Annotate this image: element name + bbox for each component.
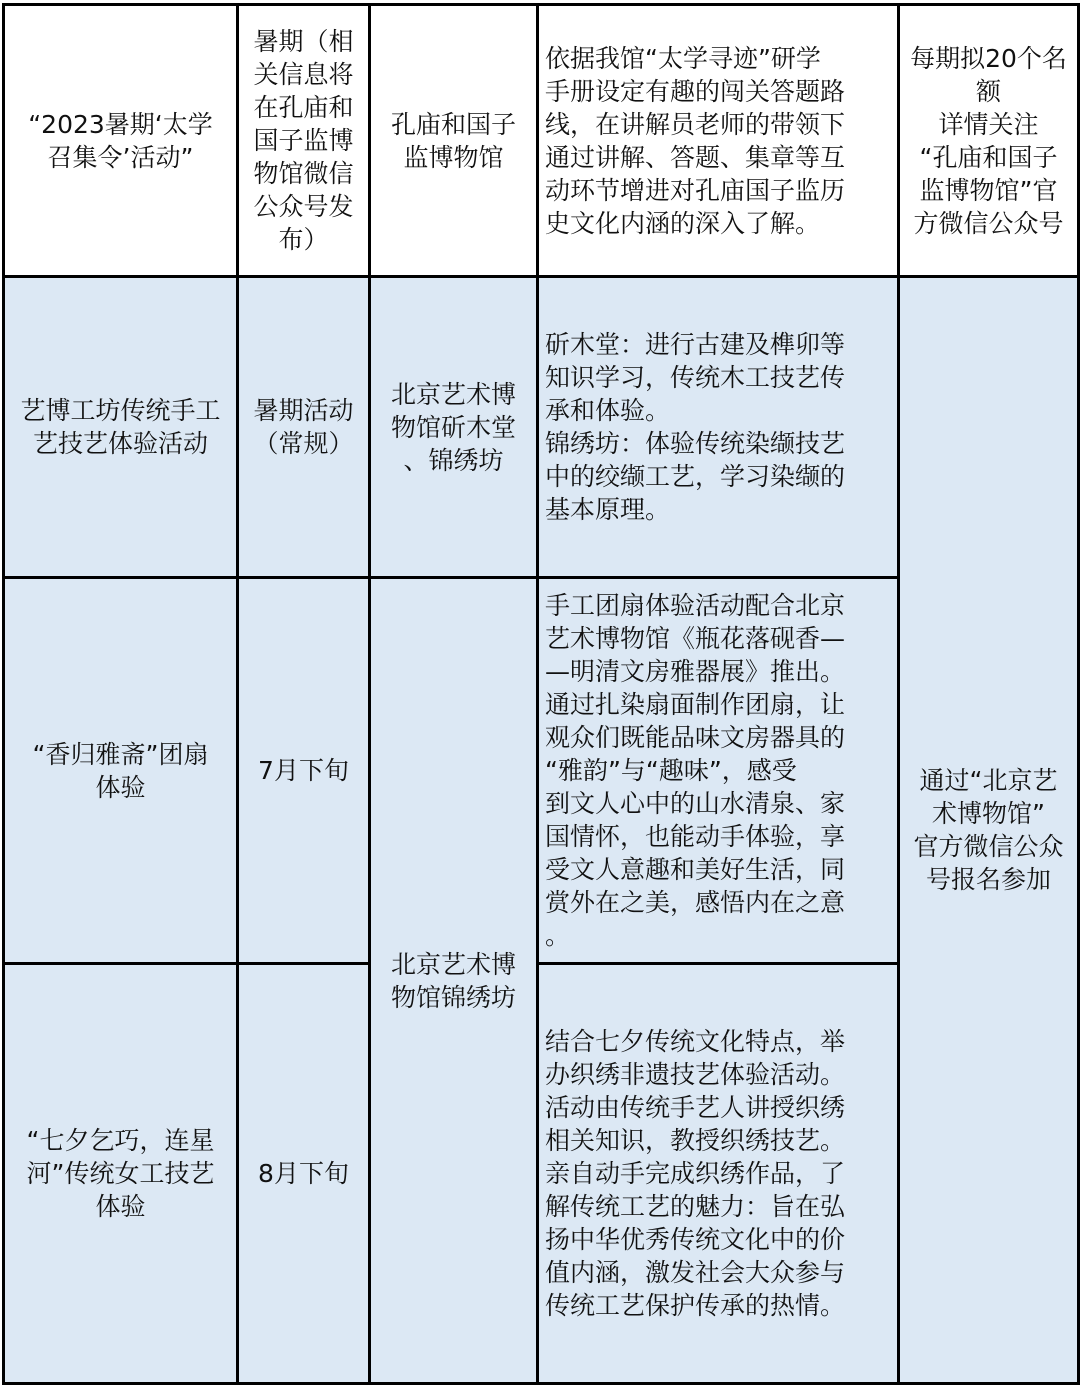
- signup-info-cell: 通过“北京艺 术博物馆” 官方微信公众 号报名参加: [899, 277, 1079, 1384]
- activity-time-cell: 7月下旬: [238, 578, 370, 964]
- activity-content-cell: 手工团扇体验活动配合北京 艺术博物馆《瓶花落砚香— —明清文房雅器展》推出。 通过扎染扇面制作团扇，让 观众们既能品味文房器具的 “雅韵”与“趣味”，感受 到文人心中的山水清泉、家 国情怀，也能动手体验，享 受文人意趣和美好生活，同 赏外在之美，感悟内在之意 。: [538, 578, 899, 964]
- table-row: [4, 277, 1079, 578]
- activity-venue-cell: 北京艺术博 物馆锦绣坊: [370, 578, 538, 1384]
- activity-content-cell: 结合七夕传统文化特点，举 办织绣非遗技艺体验活动。 活动由传统手艺人讲授织绣 相关知识，教授织绣技艺。 亲自动手完成织绣作品，了 解传统工艺的魅力：旨在弘 扬中华优秀传统文化中的价 值内涵，激发社会大众参与 传统工艺保护传承的热情。: [538, 964, 899, 1384]
- activity-name-cell: “七夕乞巧，连星 河”传统女工技艺 体验: [4, 964, 238, 1384]
- activity-name-cell: “香归雅斋”团扇 体验: [4, 578, 238, 964]
- activity-time-cell: 8月下旬: [238, 964, 370, 1384]
- activity-venue-cell: 北京艺术博 物馆斫木堂 、锦绣坊: [370, 277, 538, 578]
- activity-content-cell: 依据我馆“太学寻迹”研学 手册设定有趣的闯关答题路 线，在讲解员老师的带领下 通过讲解、答题、集章等互 动环节增进对孔庙国子监历 史文化内涵的深入了解。: [538, 5, 899, 277]
- signup-info-cell: 每期拟20个名 额 详情关注 “孔庙和国子 监博物馆”官 方微信公众号: [899, 5, 1079, 277]
- activity-venue-cell: 孔庙和国子 监博物馆: [370, 5, 538, 277]
- activity-time-cell: 暑期（相 关信息将 在孔庙和 国子监博 物馆微信 公众号发 布）: [238, 5, 370, 277]
- activity-time-cell: 暑期活动 （常规）: [238, 277, 370, 578]
- activity-content-cell: 斫木堂：进行古建及榫卯等 知识学习，传统木工技艺传 承和体验。 锦绣坊：体验传统染缬技艺 中的绞缬工艺，学习染缬的 基本原理。: [538, 277, 899, 578]
- activity-name-cell: “2023暑期‘太学 召集令’活动”: [4, 5, 238, 277]
- activity-schedule-table: [2, 3, 1080, 1385]
- table-row: [4, 5, 1079, 277]
- activity-name-cell: 艺博工坊传统手工 艺技艺体验活动: [4, 277, 238, 578]
